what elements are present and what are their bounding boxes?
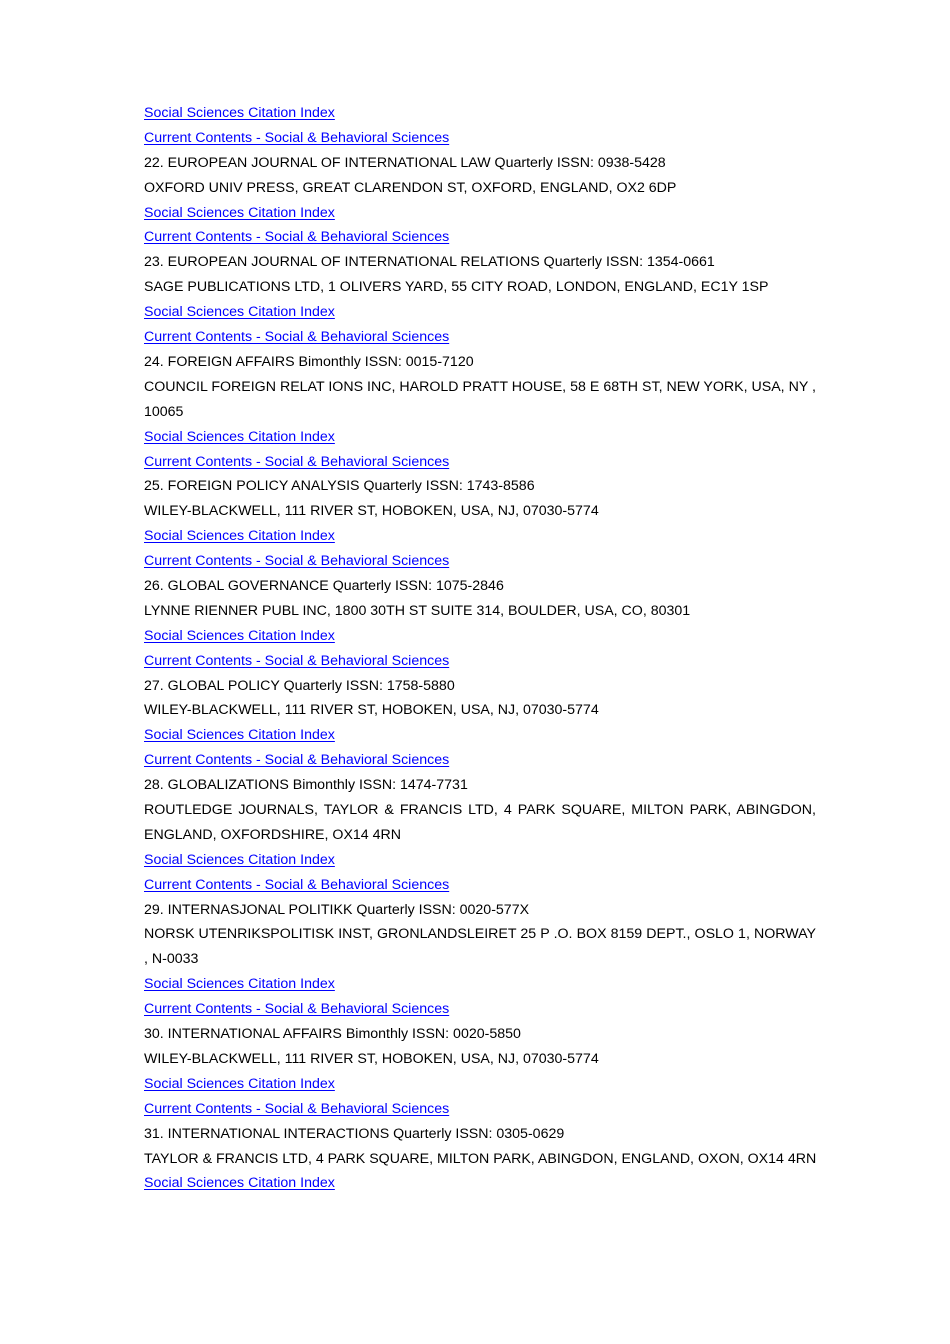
ccsbs-link[interactable]: Current Contents - Social & Behavioral Sciences xyxy=(144,129,450,146)
ccsbs-link[interactable]: Current Contents - Social & Behavioral Sciences xyxy=(144,652,450,669)
ssci-link[interactable]: Social Sciences Citation Index xyxy=(144,428,335,445)
journal-publisher: TAYLOR & FRANCIS LTD, 4 PARK SQUARE, MILTON PARK, ABINGDON, ENGLAND, OXON, OX14 4RN xyxy=(144,1150,816,1167)
journal-entry-31 xyxy=(144,1122,816,1197)
ccsbs-link[interactable]: Current Contents - Social & Behavioral Sciences xyxy=(144,453,450,470)
journal-entry-22 xyxy=(144,151,816,251)
journal-publisher: COUNCIL FOREIGN RELAT IONS INC, HAROLD PRATT HOUSE, 58 E 68TH ST, NEW YORK, USA, NY , 10065 xyxy=(144,378,816,420)
journal-publisher: OXFORD UNIV PRESS, GREAT CLARENDON ST, OXFORD, ENGLAND, OX2 6DP xyxy=(144,179,677,196)
ssci-link[interactable]: Social Sciences Citation Index xyxy=(144,204,335,221)
ssci-link[interactable]: Social Sciences Citation Index xyxy=(144,727,335,744)
ssci-link[interactable]: Social Sciences Citation Index xyxy=(144,851,335,868)
journal-entry-25 xyxy=(144,474,816,574)
journal-publisher: NORSK UTENRIKSPOLITISK INST, GRONLANDSLEIRET 25 P .O. BOX 8159 DEPT., OSLO 1, NORWAY , N-0033 xyxy=(144,926,816,968)
journal-entry-29 xyxy=(144,898,816,1022)
journal-entry-30 xyxy=(144,1022,816,1122)
ssci-link[interactable]: Social Sciences Citation Index xyxy=(144,1175,335,1192)
journal-heading: 27. GLOBAL POLICY Quarterly ISSN: 1758-5880 xyxy=(144,677,455,694)
ssci-link[interactable]: Social Sciences Citation Index xyxy=(144,304,335,321)
journal-entry-24 xyxy=(144,350,816,474)
ssci-link[interactable]: Social Sciences Citation Index xyxy=(144,1075,335,1092)
journal-heading: 29. INTERNASJONAL POLITIKK Quarterly ISSN: 0020-577X xyxy=(144,901,530,918)
top-ssci-row xyxy=(144,101,816,126)
journal-heading: 23. EUROPEAN JOURNAL OF INTERNATIONAL RELATIONS Quarterly ISSN: 1354-0661 xyxy=(144,254,715,271)
journal-publisher: WILEY-BLACKWELL, 111 RIVER ST, HOBOKEN, USA, NJ, 07030-5774 xyxy=(144,702,599,719)
journal-entry-27 xyxy=(144,674,816,774)
ccsbs-link[interactable]: Current Contents - Social & Behavioral Sciences xyxy=(144,1100,450,1117)
journal-heading: 26. GLOBAL GOVERNANCE Quarterly ISSN: 1075-2846 xyxy=(144,577,504,594)
journal-publisher: WILEY-BLACKWELL, 111 RIVER ST, HOBOKEN, USA, NJ, 07030-5774 xyxy=(144,1050,599,1067)
journal-list-page xyxy=(144,101,816,1196)
ssci-link[interactable]: Social Sciences Citation Index xyxy=(144,105,335,121)
journal-entry-26 xyxy=(144,574,816,674)
journal-publisher: SAGE PUBLICATIONS LTD, 1 OLIVERS YARD, 55 CITY ROAD, LONDON, ENGLAND, EC1Y 1SP xyxy=(144,279,769,296)
ccsbs-link[interactable]: Current Contents - Social & Behavioral Sciences xyxy=(144,752,450,769)
ccsbs-link[interactable]: Current Contents - Social & Behavioral Sciences xyxy=(144,229,450,246)
top-ccsbs-row xyxy=(144,126,816,151)
journal-publisher: WILEY-BLACKWELL, 111 RIVER ST, HOBOKEN, USA, NJ, 07030-5774 xyxy=(144,503,599,520)
ccsbs-link[interactable]: Current Contents - Social & Behavioral Sciences xyxy=(144,876,450,893)
journal-publisher: LYNNE RIENNER PUBL INC, 1800 30TH ST SUITE 314, BOULDER, USA, CO, 80301 xyxy=(144,602,691,619)
journal-heading: 28. GLOBALIZATIONS Bimonthly ISSN: 1474-7731 xyxy=(144,777,468,794)
journal-heading: 30. INTERNATIONAL AFFAIRS Bimonthly ISSN: 0020-5850 xyxy=(144,1026,521,1043)
ccsbs-link[interactable]: Current Contents - Social & Behavioral Sciences xyxy=(144,553,450,570)
ssci-link[interactable]: Social Sciences Citation Index xyxy=(144,627,335,644)
ccsbs-link[interactable]: Current Contents - Social & Behavioral Sciences xyxy=(144,329,450,346)
journal-publisher: ROUTLEDGE JOURNALS, TAYLOR & FRANCIS LTD, 4 PARK SQUARE, MILTON PARK, ABINGDON, ENGLAND, OXFORDSHIRE, OX14 4RN xyxy=(144,801,816,843)
ssci-link[interactable]: Social Sciences Citation Index xyxy=(144,976,335,993)
journal-entry-23 xyxy=(144,250,816,350)
journal-heading: 25. FOREIGN POLICY ANALYSIS Quarterly ISSN: 1743-8586 xyxy=(144,478,535,495)
journal-heading: 31. INTERNATIONAL INTERACTIONS Quarterly ISSN: 0305-0629 xyxy=(144,1125,565,1142)
journal-heading: 24. FOREIGN AFFAIRS Bimonthly ISSN: 0015-7120 xyxy=(144,353,474,370)
journal-entry-28 xyxy=(144,773,816,897)
ccsbs-link[interactable]: Current Contents - Social & Behavioral Sciences xyxy=(144,1001,450,1018)
journal-heading: 22. EUROPEAN JOURNAL OF INTERNATIONAL LAW Quarterly ISSN: 0938-5428 xyxy=(144,154,666,171)
ssci-link[interactable]: Social Sciences Citation Index xyxy=(144,528,335,545)
